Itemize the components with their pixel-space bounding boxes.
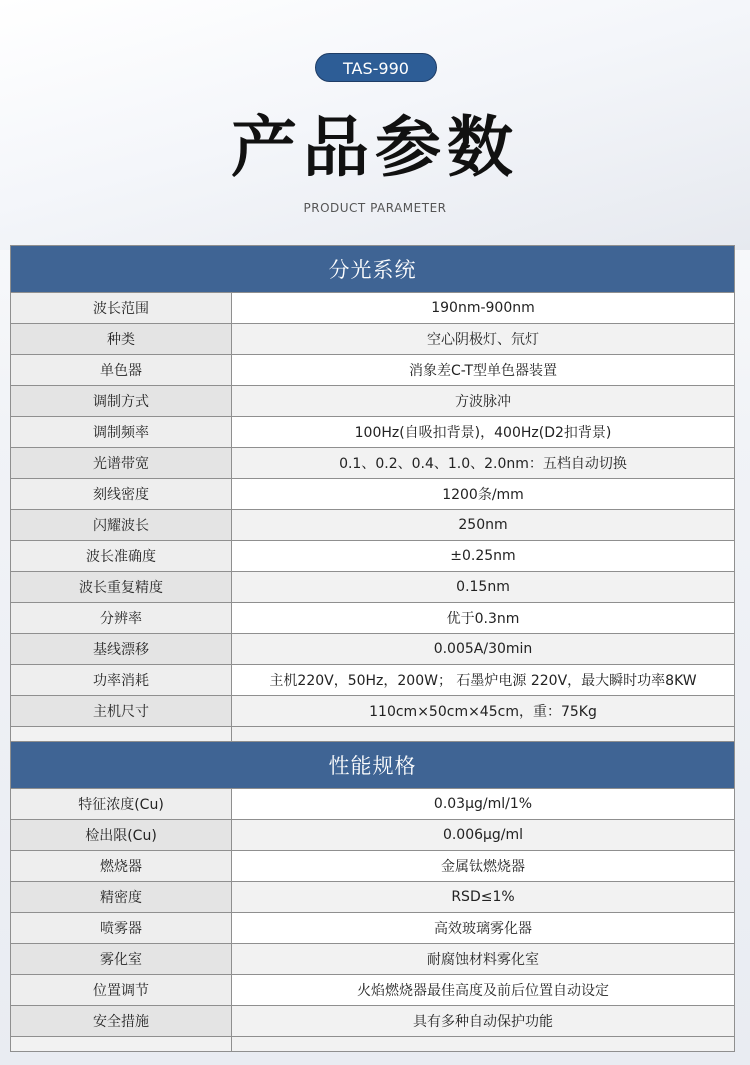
spacer-cell (232, 1037, 735, 1052)
param-label: 波长重复精度 (11, 572, 232, 603)
param-value: 方波脉冲 (232, 386, 735, 417)
section-header (11, 742, 735, 789)
param-label: 特征浓度(Cu) (11, 789, 232, 820)
table-row (11, 851, 735, 882)
param-value: 高效玻璃雾化器 (232, 913, 735, 944)
param-label: 功率消耗 (11, 665, 232, 696)
param-value: 消象差C-T型单色器装置 (232, 355, 735, 386)
spacer-cell (11, 1037, 232, 1052)
table-row (11, 913, 735, 944)
table-row (11, 1006, 735, 1037)
table-row (11, 293, 735, 324)
table-row (11, 541, 735, 572)
table-row (11, 355, 735, 386)
param-value: 110cm×50cm×45cm，重：75Kg (232, 696, 735, 727)
param-value: 空心阴极灯、氘灯 (232, 324, 735, 355)
table-row (11, 665, 735, 696)
param-value: 100Hz(自吸扣背景)，400Hz(D2扣背景) (232, 417, 735, 448)
param-label: 分辨率 (11, 603, 232, 634)
table-row (11, 696, 735, 727)
param-label: 精密度 (11, 882, 232, 913)
model-badge: TAS-990 (315, 53, 437, 82)
table-row (11, 975, 735, 1006)
param-value: 金属钛燃烧器 (232, 851, 735, 882)
param-label: 雾化室 (11, 944, 232, 975)
table-row (11, 386, 735, 417)
param-label: 基线漂移 (11, 634, 232, 665)
param-label: 波长准确度 (11, 541, 232, 572)
param-value: 190nm-900nm (232, 293, 735, 324)
spacer-cell (232, 727, 735, 742)
table-row (11, 944, 735, 975)
table-row (11, 324, 735, 355)
param-value: RSD≤1% (232, 882, 735, 913)
page-title: 产品参数 (231, 109, 519, 186)
param-label: 燃烧器 (11, 851, 232, 882)
param-label: 刻线密度 (11, 479, 232, 510)
param-value: 0.15nm (232, 572, 735, 603)
section-title: 分光系统 (11, 246, 735, 293)
param-label: 波长范围 (11, 293, 232, 324)
param-label: 位置调节 (11, 975, 232, 1006)
param-label: 单色器 (11, 355, 232, 386)
table-row (11, 603, 735, 634)
param-value: 具有多种自动保护功能 (232, 1006, 735, 1037)
param-value: 耐腐蚀材料雾化室 (232, 944, 735, 975)
param-label: 安全措施 (11, 1006, 232, 1037)
param-label: 喷雾器 (11, 913, 232, 944)
param-label: 调制频率 (11, 417, 232, 448)
param-label: 种类 (11, 324, 232, 355)
param-value: 250nm (232, 510, 735, 541)
table-row (11, 479, 735, 510)
param-value: 0.03μg/ml/1% (232, 789, 735, 820)
param-label: 光谱带宽 (11, 448, 232, 479)
param-value: ±0.25nm (232, 541, 735, 572)
spec-table (10, 245, 735, 1052)
table-row (11, 820, 735, 851)
table-row (11, 510, 735, 541)
param-label: 主机尺寸 (11, 696, 232, 727)
param-value: 0.005A/30min (232, 634, 735, 665)
section-header (11, 246, 735, 293)
param-value: 1200条/mm (232, 479, 735, 510)
spacer-row (11, 1037, 735, 1052)
table-row (11, 634, 735, 665)
table-row (11, 572, 735, 603)
param-value: 优于0.3nm (232, 603, 735, 634)
spacer-cell (11, 727, 232, 742)
table-row (11, 789, 735, 820)
table-row (11, 448, 735, 479)
param-value: 主机220V，50Hz，200W； 石墨炉电源 220V，最大瞬时功率8KW (232, 665, 735, 696)
param-value: 0.1、0.2、0.4、1.0、2.0nm：五档自动切换 (232, 448, 735, 479)
param-label: 闪耀波长 (11, 510, 232, 541)
param-value: 0.006μg/ml (232, 820, 735, 851)
table-row (11, 882, 735, 913)
page-subtitle: PRODUCT PARAMETER (303, 201, 447, 215)
param-label: 检出限(Cu) (11, 820, 232, 851)
section-title: 性能规格 (11, 742, 735, 789)
spacer-row (11, 727, 735, 742)
param-label: 调制方式 (11, 386, 232, 417)
table-row (11, 417, 735, 448)
param-value: 火焰燃烧器最佳高度及前后位置自动设定 (232, 975, 735, 1006)
